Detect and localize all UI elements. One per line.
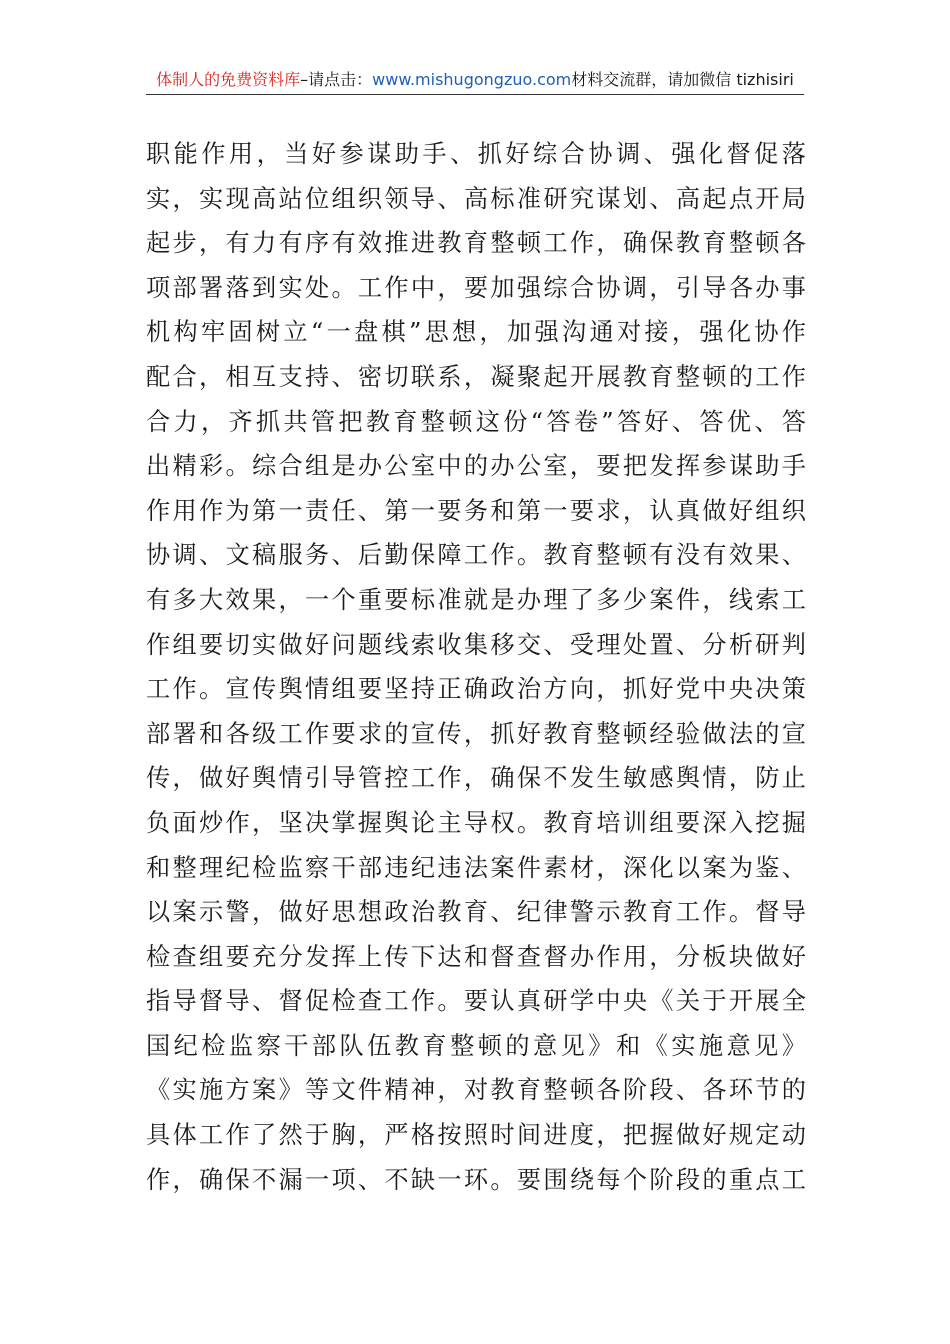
text-line: 合力，齐抓共管把教育整顿这份“答卷”答好、答优、答 [146,407,806,436]
document-body [146,132,806,1202]
page-header [146,66,804,95]
text-line: 作组要切实做好问题线索收集移交、受理处置、分析研判 [146,630,806,659]
text-line: 实，实现高站位组织领导、高标准研究谋划、高起点开局 [146,184,806,213]
text-line: 起步，有力有序有效推进教育整顿工作，确保教育整顿各 [146,229,806,258]
header-url-link[interactable]: www.mishugongzuo.com [372,70,572,89]
text-line: 国纪检监察干部队伍教育整顿的意见》和《实施意见》 [146,1031,806,1060]
text-line: 配合，相互支持、密切联系，凝聚起开展教育整顿的工作 [146,362,806,391]
text-line: 协调、文稿服务、后勤保障工作。教育整顿有没有效果、 [146,541,806,570]
text-line: 项部署落到实处。工作中，要加强综合协调，引导各办事 [146,273,806,302]
text-line: 指导督导、督促检查工作。要认真研学中央《关于开展全 [146,987,806,1016]
header-site-name[interactable]: 体制人的免费资料库 [156,70,301,89]
text-line: 机构牢固树立“一盘棋”思想，加强沟通对接，强化协作 [146,318,806,347]
header-click-prompt: –请点击： [300,70,373,89]
text-line: 作，确保不漏一项、不缺一环。要围绕每个阶段的重点工 [146,1165,806,1194]
text-line: 和整理纪检监察干部违纪违法案件素材，深化以案为鉴、 [146,853,806,882]
text-line: 部署和各级工作要求的宣传，抓好教育整顿经验做法的宣 [146,719,806,748]
text-line: 出精彩。综合组是办公室中的办公室，要把发挥参谋助手 [146,452,806,481]
text-line: 职能作用，当好参谋助手、抓好综合协调、强化督促落 [146,140,806,168]
text-line: 具体工作了然于胸，严格按照时间进度，把握做好规定动 [146,1121,806,1150]
text-line: 检查组要充分发挥上传下达和督查督办作用，分板块做好 [146,942,806,971]
text-line: 以案示警，做好思想政治教育、纪律警示教育工作。督导 [146,898,806,927]
text-line: 工作。宣传舆情组要坚持正确政治方向，抓好党中央决策 [146,675,806,704]
text-line: 负面炒作，坚决掌握舆论主导权。教育培训组要深入挖掘 [146,808,806,837]
text-line: 《实施方案》等文件精神，对教育整顿各阶段、各环节的 [146,1076,806,1105]
header-contact-text: 材料交流群，请加微信 tizhisiri [571,70,794,89]
text-line: 有多大效果，一个重要标准就是办理了多少案件，线索工 [146,585,806,614]
text-line: 作用作为第一责任、第一要务和第一要求，认真做好组织 [146,496,806,525]
text-line: 传，做好舆情引导管控工作，确保不发生敏感舆情，防止 [146,764,806,793]
